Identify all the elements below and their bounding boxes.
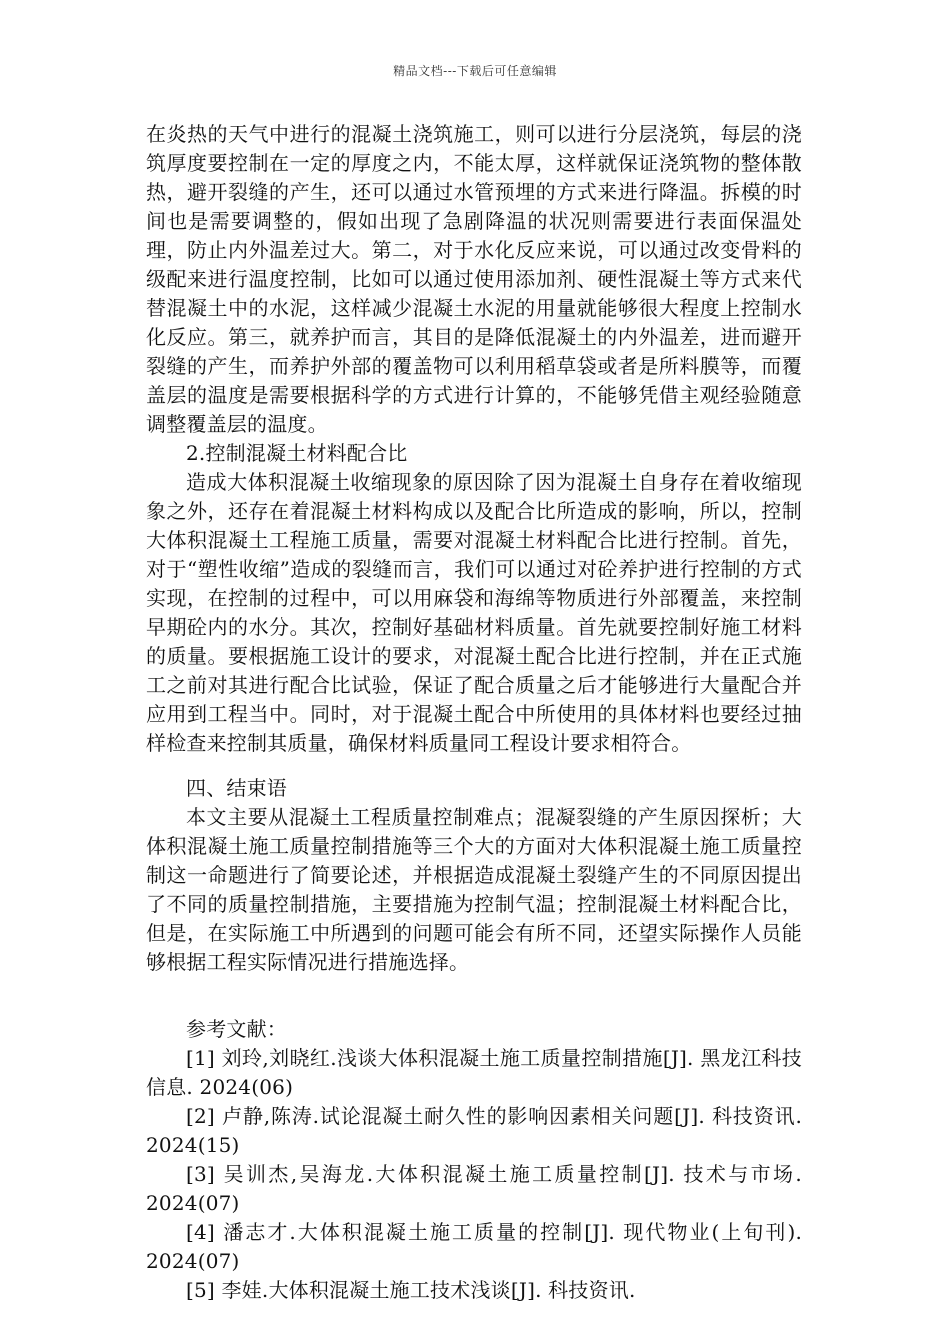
spacer [146, 758, 802, 774]
page-header: 精品文档---下载后可任意编辑 [393, 64, 557, 78]
references-title: 参考文献： [186, 1017, 287, 1041]
section-heading-conclusion: 四、结束语 [186, 776, 287, 800]
reference-item-4: [4] 潘志才.大体积混凝土施工质量的控制[J]. 现代物业(上旬刊). 2024(07) [146, 1220, 802, 1273]
document-body [146, 120, 802, 1305]
reference-item-2: [2] 卢静,陈涛.试论混凝土耐久性的影响因素相关问题[J]. 科技资讯. 2024(15) [146, 1104, 802, 1157]
spacer [146, 977, 802, 1015]
conclusion-paragraph: 本文主要从混凝土工程质量控制难点；混凝裂缝的产生原因探析；大体积混凝土施工质量控制措施等三个大的方面对大体积混凝土施工质量控制这一命题进行了简要论述，并根据造成混凝土裂缝产生的不同原因提出了不同的质量控制措施，主要措施为控制气温；控制混凝土材料配合比，但是，在实际施工中所遇到的问题可能会有所不同，还望实际操作人员能够根据工程实际情况进行措施选择。 [146, 805, 802, 974]
reference-item-5: [5] 李娃.大体积混凝土施工技术浅谈[J]. 科技资讯. [186, 1278, 636, 1302]
intro-paragraph: 在炎热的天气中进行的混凝土浇筑施工，则可以进行分层浇筑，每层的浇筑厚度要控制在一定的厚度之内，不能太厚，这样就保证浇筑物的整体散热，避开裂缝的产生，还可以通过水管预埋的方式来进行降温。拆模的时间也是需要调整的，假如出现了急剧降温的状况则需要进行表面保温处理，防止内外温差过大。第二，对于水化反应来说，可以通过改变骨料的级配来进行温度控制，比如可以通过使用添加剂、硬性混凝土等方式来代替混凝土中的水泥，这样减少混凝土水泥的用量就能够很大程度上控制水化反应。第三，就养护而言，其目的是降低混凝土的内外温差，进而避开裂缝的产生，而养护外部的覆盖物可以利用稻草袋或者是所料膜等，而覆盖层的温度是需要根据科学的方式进行计算的，不能够凭借主观经验随意调整覆盖层的温度。 [146, 122, 802, 436]
material-ratio-paragraph: 造成大体积混凝土收缩现象的原因除了因为混凝土自身存在着收缩现象之外，还存在着混凝土材料构成以及配合比所造成的影响，所以，控制大体积混凝土工程施工质量，需要对混凝土材料配合比进行控制。首先，对于“塑性收缩”造成的裂缝而言，我们可以通过对砼养护进行控制的方式实现，在控制的过程中，可以用麻袋和海绵等物质进行外部覆盖，来控制早期砼内的水分。其次，控制好基础材料质量。首先就要控制好施工材料的质量。要根据施工设计的要求，对混凝土配合比进行控制，并在正式施工之前对其进行配合比试验，保证了配合质量之后才能够进行大量配合并应用到工程当中。同时，对于混凝土配合中所使用的具体材料也要经过抽样检查来控制其质量，确保材料质量同工程设计要求相符合。 [146, 470, 802, 755]
reference-item-1: [1] 刘玲,刘晓红.浅谈大体积混凝土施工质量控制措施[J]. 黑龙江科技信息. 2024(06) [146, 1046, 802, 1099]
section-heading-material-ratio: 2.控制混凝土材料配合比 [186, 441, 408, 465]
reference-item-3: [3] 吴训杰,吴海龙.大体积混凝土施工质量控制[J]. 技术与市场. 2024(07) [146, 1162, 802, 1215]
